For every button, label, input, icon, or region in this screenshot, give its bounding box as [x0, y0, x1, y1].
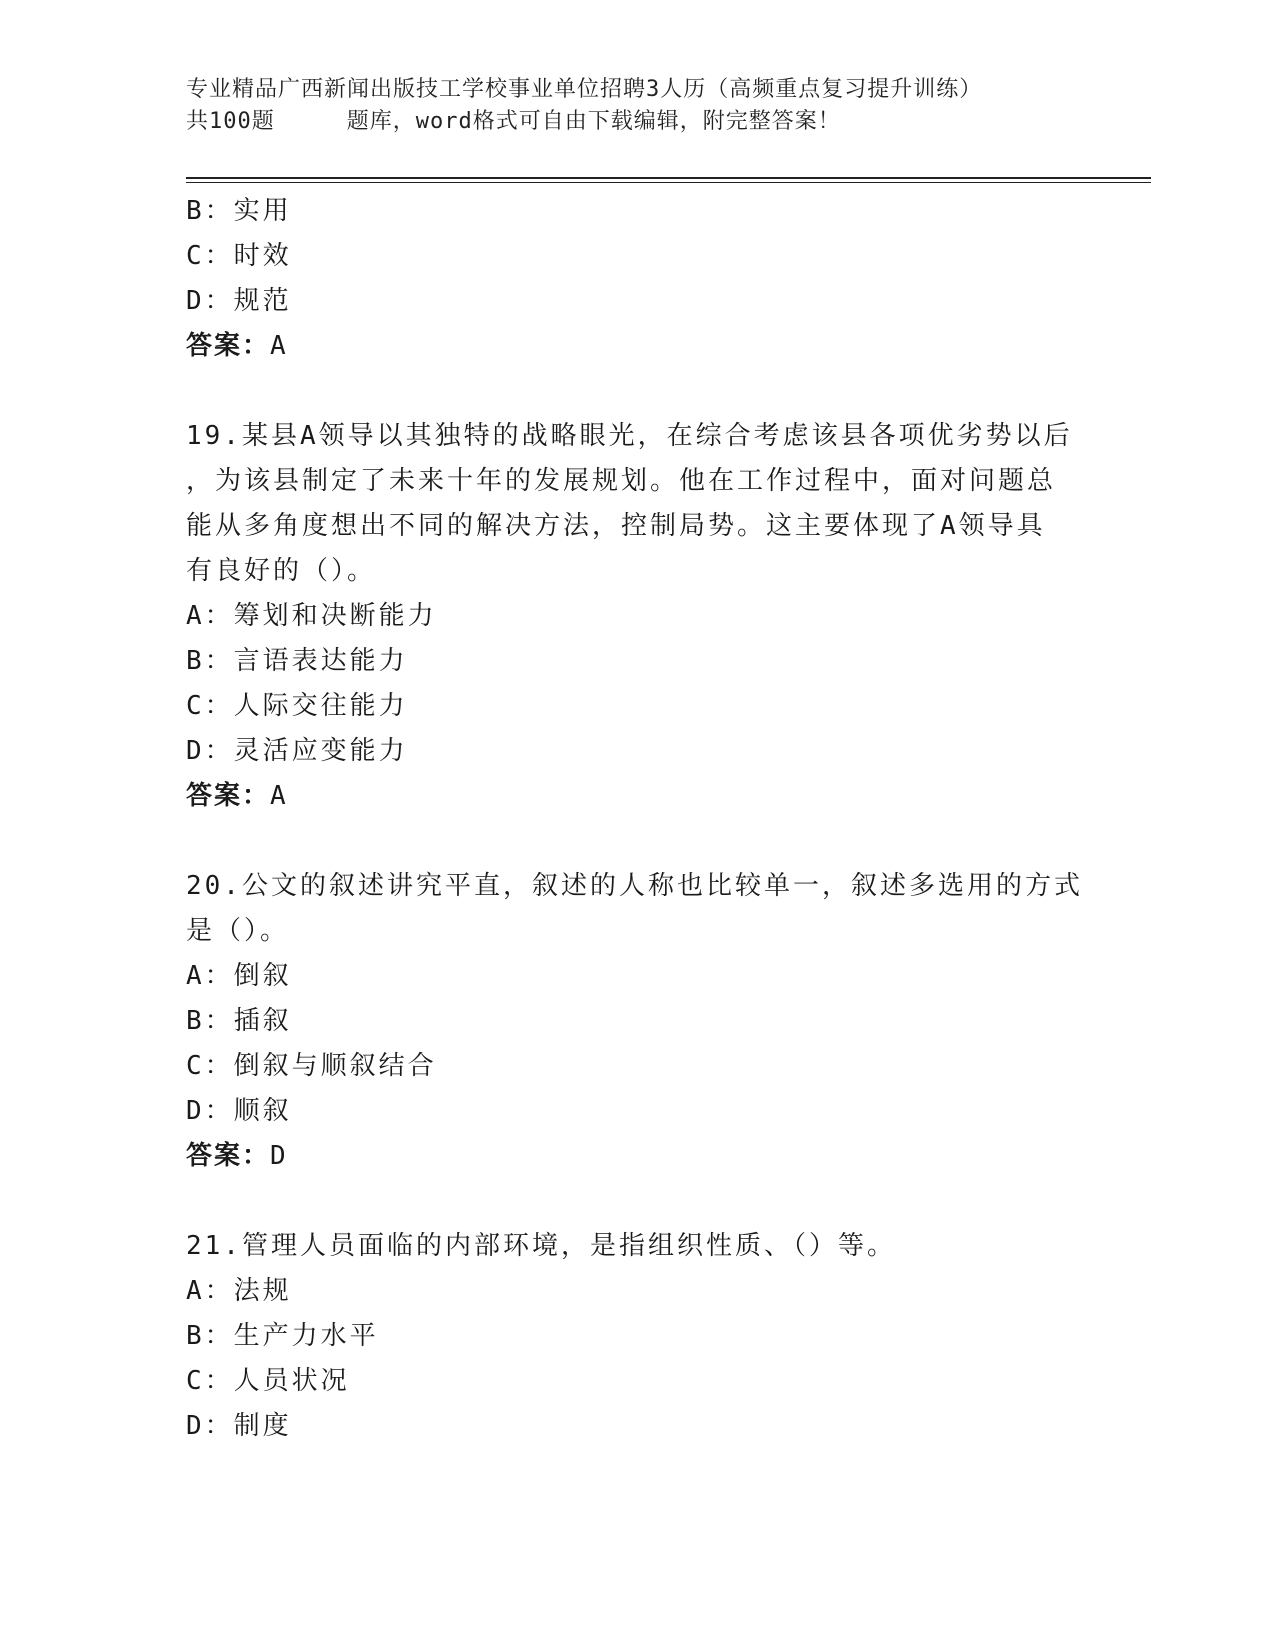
- option-label: C：: [186, 1366, 234, 1396]
- question-text-line: ，为该县制定了未来十年的发展规划。他在工作过程中，面对问题总: [186, 466, 1057, 496]
- question-text-line: 有良好的（）。: [186, 556, 377, 586]
- option-d: [186, 1089, 1086, 1134]
- answer-line: [186, 1134, 1086, 1179]
- option-label: C：: [186, 241, 234, 271]
- question-text-line: 能从多角度想出不同的解决方法，控制局势。这主要体现了A领导具: [186, 511, 1046, 541]
- option-b: [186, 1314, 1086, 1359]
- option-a: [186, 1269, 1086, 1314]
- answer-value: D: [270, 1141, 288, 1171]
- option-text: 插叙: [233, 1006, 292, 1036]
- page-header: [186, 74, 1086, 138]
- option-text: 人际交往能力: [233, 691, 408, 721]
- header-rule-thin: [186, 182, 1151, 183]
- question-text-line: 是（）。: [186, 916, 290, 946]
- option-label: A：: [186, 961, 234, 991]
- answer-line: [186, 774, 1086, 819]
- answer-label: 答案：: [186, 331, 271, 361]
- option-text: 灵活应变能力: [233, 736, 408, 766]
- option-c: [186, 684, 1086, 729]
- header-subtitle-line: [186, 106, 1086, 138]
- question-text-line: 20.公文的叙述讲究平直，叙述的人称也比较单一，叙述多选用的方式: [186, 871, 1083, 901]
- option-label: B：: [186, 646, 234, 676]
- option-d: [186, 729, 1086, 774]
- question-text-line: 19.某县A领导以其独特的战略眼光，在综合考虑该县各项优劣势以后: [186, 421, 1073, 451]
- answer-label: 答案：: [186, 781, 271, 811]
- answer-value: A: [270, 331, 288, 361]
- answer-value: A: [270, 781, 288, 811]
- option-a: [186, 594, 1086, 639]
- option-d: [186, 279, 1086, 324]
- header-rule-thick: [186, 177, 1151, 179]
- question-18: [186, 189, 1086, 369]
- option-b: [186, 639, 1086, 684]
- option-text: 规范: [233, 286, 292, 316]
- option-label: B：: [186, 196, 234, 226]
- option-label: A：: [186, 1276, 234, 1306]
- option-label: B：: [186, 1321, 234, 1351]
- header-description: 题库，word格式可自由下载编辑，附完整答案！: [346, 109, 841, 134]
- option-a: [186, 954, 1086, 999]
- question-21: [186, 1224, 1086, 1449]
- option-b: [186, 189, 1086, 234]
- option-text: 法规: [233, 1276, 292, 1306]
- option-text: 倒叙与顺叙结合: [233, 1051, 437, 1081]
- option-label: D：: [186, 1411, 234, 1441]
- question-list: [186, 189, 1086, 1449]
- header-title-line: 专业精品广西新闻出版技工学校事业单位招聘3人历（高频重点复习提升训练）: [186, 77, 983, 102]
- option-d: [186, 1404, 1086, 1449]
- option-text: 生产力水平: [233, 1321, 379, 1351]
- option-text: 顺叙: [233, 1096, 292, 1126]
- option-text: 言语表达能力: [233, 646, 408, 676]
- option-text: 倒叙: [233, 961, 292, 991]
- option-c: [186, 1359, 1086, 1404]
- answer-line: [186, 324, 1086, 369]
- question-text-line: 21.管理人员面临的内部环境，是指组织性质、（）等。: [186, 1231, 896, 1261]
- option-c: [186, 234, 1086, 279]
- option-text: 实用: [233, 196, 292, 226]
- option-text: 时效: [233, 241, 292, 271]
- option-label: C：: [186, 691, 234, 721]
- option-label: D：: [186, 286, 234, 316]
- option-b: [186, 999, 1086, 1044]
- option-label: A：: [186, 601, 234, 631]
- header-question-count: 共100题: [186, 109, 275, 134]
- option-c: [186, 1044, 1086, 1089]
- option-text: 筹划和决断能力: [233, 601, 437, 631]
- option-text: 人员状况: [233, 1366, 350, 1396]
- option-label: D：: [186, 1096, 234, 1126]
- option-label: B：: [186, 1006, 234, 1036]
- question-19: [186, 414, 1086, 819]
- option-label: C：: [186, 1051, 234, 1081]
- question-20: [186, 864, 1086, 1179]
- option-text: 制度: [233, 1411, 292, 1441]
- option-label: D：: [186, 736, 234, 766]
- answer-label: 答案：: [186, 1141, 271, 1171]
